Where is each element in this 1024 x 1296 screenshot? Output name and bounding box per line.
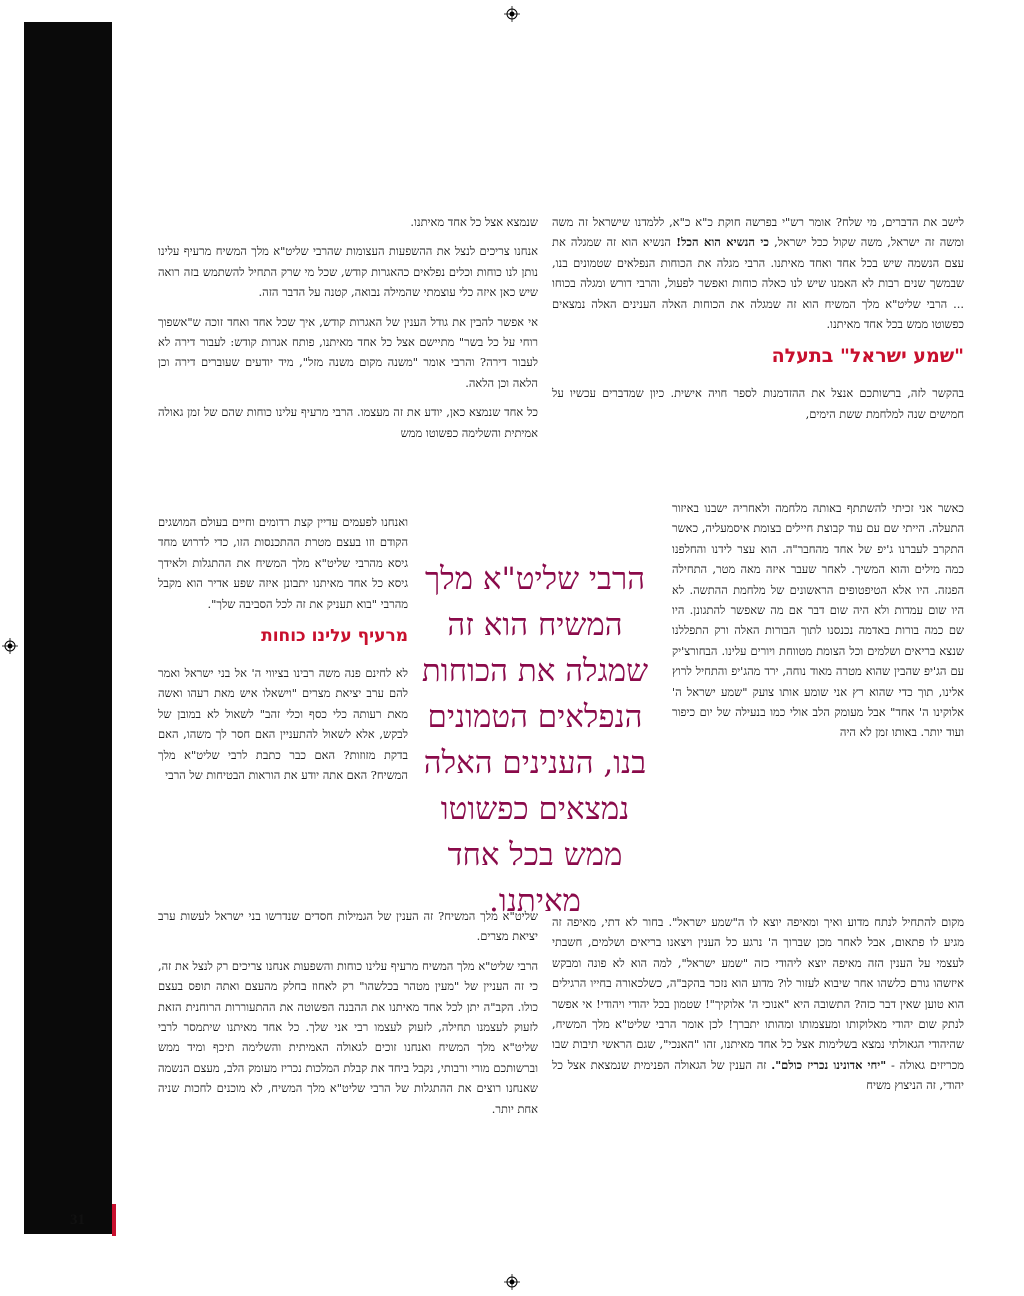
page-number-accent	[112, 1204, 116, 1236]
section-heading-shema-yisrael: "שמע ישראל" בתעלה	[771, 345, 964, 368]
right-narrow-paragraph: כאשר אני זכיתי להשתתף באותה מלחמה ולאחריה ישבנו באיזור התעלה. הייתי שם עם עוד קבוצת חיילים בצומת איסמעליה, כאשר התקרב לעברנו ג'יפ של אחד מהחבר"ה. הוא עצר לידנו והחלפנו כמה מילים והוא המשיך. לאחר שעבר איזה מאה מטר, התחילה הפגזה. היו אלא הטיפטופים הראשונים של מלחמת ההתשה. לא היו שום עמדות ולא היה שום דבר אם מה שאפשר להתגונן. היו שם כמה בורות באדמה נכנסנו לתוך הבורות האלה ורק התפללנו שנצא בריאים ושלמים וכל הצומת מטווחת ויורים עלינו. הבחורצ'יק עם הג'יפ שהבין שהוא מטרה מאוד נוחה, ירד מהג'יפ והתחיל לרוץ אלינו, תוך כדי שהוא רץ אני שומע אותו צועק "שמע ישראל ה' אלוקינו ה' אחד" אבל מעומק הלב אולי כמו בנעילה של יום כיפור ועוד יותר. באותו זמן לא היה	[672, 501, 964, 740]
yechi-bold-phrase: "יחי אדונינו נכריז כולם".	[771, 1057, 887, 1072]
right-paragraph-1: בהקשר לזה, ברשותכם אנצל את ההזדמנות לספר חויה אישית. כיון שמדברים עכשיו על חמישים שנה למלחמת ששת הימים,	[552, 386, 964, 421]
left-continuation: שליט"א מלך המשיח? זה הענין של הגמילות חסדים שנדרשו בני ישראל לעשות ערב יציאת מצרים.	[158, 909, 538, 944]
left-column-top	[158, 212, 538, 452]
registration-mark-icon-bottom	[504, 1274, 520, 1290]
section-heading-marif-aleinu: מרעיף עלינו כוחות	[261, 626, 408, 647]
left-column-bottom	[158, 906, 538, 1128]
page-spine-bar	[24, 22, 112, 1234]
left-narrow-paragraph-2: לא לחינם פנה משה רבינו בציווי ה' אל בני ישראל ואמר להם ערב יציאת מצרים "וישאלו איש מאת רעהו ואשה מאת רעותה כלי כסף וכלי זהב" לשאול לא במובן של לבקש, אלא לשאול להתעניין האם חסר לך משהו, האם בדקת מזוזות? האם כבר כתבת לרבי שליט"א מלך המשיח? האם אתה יודע את הוראות הבטיחות של הרבי	[158, 666, 408, 783]
intro-bold-phrase: כי הנשיא הוא הכל!	[676, 235, 769, 250]
left-column-narrow	[158, 512, 408, 794]
right-intro-paragraph: לישב את הדברים, מי שלח? אומר רש"י בפרשה חוקת כ"א כ"א, ללמדנו שישראל זה משה ומשה זה ישראל, משה שקול ככל ישראל, כי הנשיא הוא הכל! הנשיא הוא זה שמגלה את עצם הנשמה שיש בכל אחד ואחד מאיתנו. הרבי מגלה את הכוחות הנפלאים שטמונים בנו, שבמשך שנים רבות לא האמנו שיש לנו כאלה כוחות ואפשר לפעול, והרבי דורש ומגלה בכוחו ... הרבי שליט"א מלך המשיח הוא זה שמגלה את הכוחות האלה הענינים האלה נמצאים כפשוטו ממש בכל אחד מאיתנו.	[552, 215, 964, 332]
left-narrow-paragraph-1: ואנחנו לפעמים עדיין קצת רדומים וחיים בעולם המושגים הקודם וזו בעצם מטרת ההתכנסות הזו, כדי לדרוש מחד גיסא מהרבי שליט"א מלך המשיח את ההתגלות ולאידך גיסא כל אחד מאיתנו יתבונן איזה שפע אדיר הוא מקבל מהרבי "בוא תעניק את זה לכל הסביבה שלך".	[158, 515, 408, 611]
left-top-line: שנמצא אצל כל אחד מאיתנו.	[410, 215, 538, 229]
right-column-narrow	[672, 498, 964, 752]
registration-mark-icon-left	[2, 638, 18, 654]
registration-mark-icon-top	[504, 6, 520, 22]
left-paragraph-1: אנחנו צריכים לנצל את ההשפעות העצומות שהרבי שליט"א מלך המשיח מרעיף עלינו נותן לנו כוחות וכלים נפלאים כהאגרות קודש, שכל מי שרק התחיל להשתמש בזה רואה שיש כאן איזה כלי עוצמתי שהמילה נבואה, קטנה על הדבר הזה.	[158, 244, 538, 300]
left-paragraph-3: כל אחד שנמצא כאן, יודע את זה מעצמו. הרבי מרעיף עלינו כוחות שהם של זמן גאולה אמיתית והשלימה כפשוטו ממש	[158, 405, 538, 440]
right-column-top	[552, 212, 964, 433]
left-paragraph-2: אי אפשר להבין את גודל הענין של האגרות קודש, איך שכל אחד ואחד זוכה ש"אשפוך רוחי על כל בשר" מתיישם אצל כל אחד מאיתנו, פותח אגרות קודש: לעבור דירה לא לעבור דירה? והרבי אומר "משנה מקום משנה מזל", מיד יודעים שעוברים דירה וכן הלאה וכן הלאה.	[158, 314, 538, 390]
page-number: 31	[70, 1212, 85, 1228]
pull-quote: הרבי שליט"א מלך המשיח הוא זה שמגלה את הכוחות הנפלאים הטמונים בנו, הענינים האלה נמצאים כפשוטו ממש בכל אחד מאיתנו.	[421, 561, 649, 919]
left-paragraph-4: הרבי שליט"א מלך המשיח מרעיף עלינו כוחות והשפעות אנחנו צריכים רק לנצל את זה, כי זה העניין של "מעין מטהר בכלשהו" רק לאחוז בחלק מהעצם ואתה תופס בעצם כולו. הקב"ה יתן לכל אחד מאיתנו את ההבנה הפשוטה את ההתעוררות הרוחנית הזאת לזעוק לעצמנו תחילה, לזעוק לעצמו רבי אני שלך. כל אחד מאיתנו שיתמסר לרבי שליט"א מלך המשיח ואנחנו זוכים לגאולה האמיתית והשלימה תיכף ומיד ממש וברשותכם מורי ורבותי, נקבל ביחד את קבלת המלכות נכריז מעומק הלב, מעצם הנשמה שאנחנו רוצים את ההתגלות של הרבי שליט"א מלך המשיח, לא מוכנים לחכות שניה אחת יותר.	[158, 958, 538, 1116]
right-column-bottom	[552, 912, 964, 1105]
right-bottom-paragraph: מקום להתחיל לנתח מדוע ואיך ומאיפה יוצא לו ה"שמע ישראל". בחור לא דתי, מאיפה זה מגיע לו פתאום, אבל לאחר מכן שברוך ה' נרגע כל הענין ויצאנו בריאים ושלמים, חשבתי לעצמי על הענין הזה מאיפה יוצא ליהודי כזה "שמע ישראל", למה הוא לא פונה ומבקש איזשהו גורם כלשהו אחר שיבוא לעזור לו? מדוע הוא נזכר בהקב"ה, כשלכאורה בחייו הרגילים הוא טוען שאין דבר כזה? התשובה היא "אנוכי ה' אלוקיך"! שטמון בכל יהודי ויהודי! אי אפשר לנתק שום יהודי מאלוקותו ומעצמותו ומהותו יתברך! לכן אומר הרבי שליט"א מלך המשיח, שהיהודי הגאולתי נמצא בשלימות אצל כל אחד מאיתנו, זהו "האנכי", שגם הראשי תיבות שבו מכריזים גאולה - "יחי אדונינו נכריז כולם". זה הענין של הגאולה הפנימית שנמצאת אצל כל יהודי, זה הניצוץ משיח	[552, 915, 965, 1093]
